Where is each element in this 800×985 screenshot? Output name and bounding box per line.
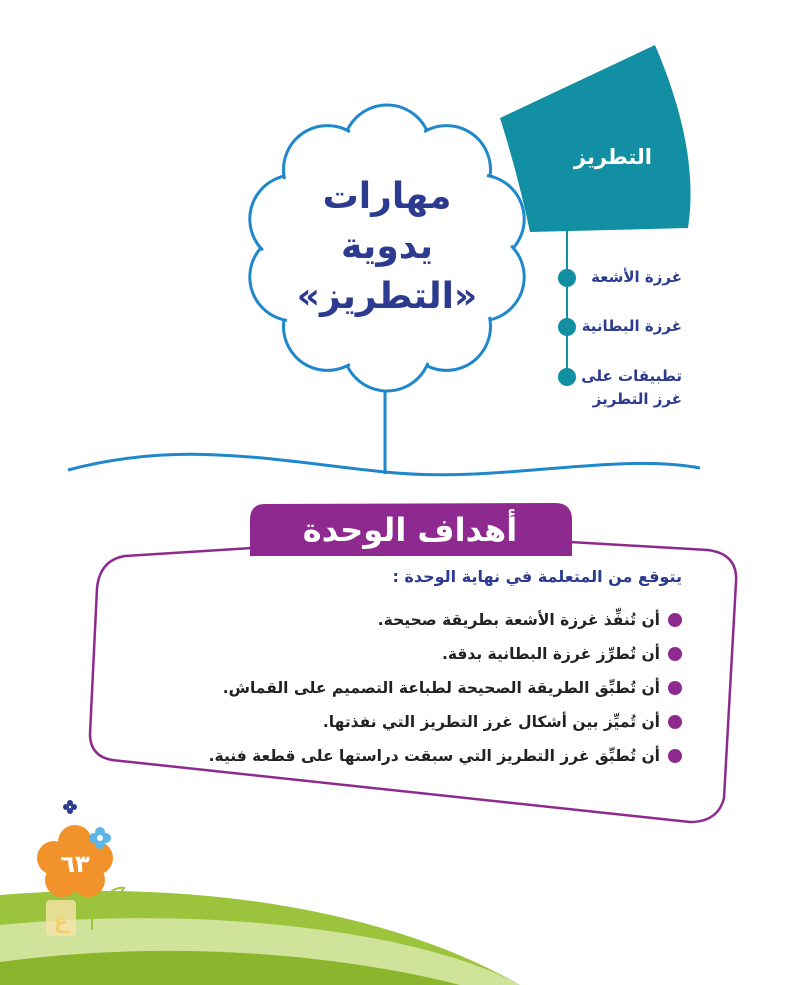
- objective-item: [82, 739, 682, 773]
- unit-title: [262, 172, 512, 322]
- unit-title-line: «التطريز»: [296, 276, 478, 317]
- page-number: ٦٣: [60, 850, 90, 878]
- topic-item-label: غرز التطريز: [592, 390, 682, 408]
- objective-text: أن تُطرِّز غرزة البطانية بدقة.: [441, 645, 660, 663]
- topic-item: [582, 315, 682, 338]
- objectives-header: أهداف الوحدة: [302, 511, 518, 549]
- objective-text: أن تُنفِّذ غرزة الأشعة بطريقة صحيحة.: [377, 611, 660, 629]
- topic-bullet: [558, 269, 576, 287]
- unit-title-line: مهارات: [322, 176, 452, 217]
- bullet-icon: [668, 647, 682, 661]
- objective-item: [82, 603, 682, 637]
- objective-text: أن تُطبِّق الطريقة الصحيحة لطباعة التصميم على القماش.: [222, 679, 660, 697]
- bullet-icon: [668, 613, 682, 627]
- topic-item: [581, 365, 682, 411]
- topic-item: [591, 266, 682, 289]
- topic-item-label: تطبيقات على: [581, 367, 682, 385]
- bullet-icon: [668, 749, 682, 763]
- unit-title-line: يدوية: [340, 226, 434, 267]
- bullet-icon: [668, 681, 682, 695]
- watermark-logo-glyph: ع: [53, 909, 69, 934]
- topic-item-label: غرزة البطانية: [581, 317, 682, 335]
- objectives-list: [82, 603, 682, 773]
- topic-fan-shape: [500, 45, 691, 232]
- topic-item-label: غرزة الأشعة: [591, 268, 682, 286]
- topic-bullet: [558, 368, 576, 386]
- objective-item: [82, 671, 682, 705]
- objective-item: [82, 705, 682, 739]
- tiny-flower-icon: [63, 800, 77, 814]
- bullet-icon: [668, 715, 682, 729]
- objectives-intro: يتوقع من المتعلمة في نهاية الوحدة :: [392, 567, 682, 586]
- objective-item: [82, 637, 682, 671]
- topic-bullet: [558, 318, 576, 336]
- topic-heading: التطريز: [573, 145, 652, 169]
- objective-text: أن تُطبِّق غرز التطريز التي سبقت دراستها على قطعة فنية.: [208, 747, 660, 765]
- objective-text: أن تُميِّز بين أشكال غرز التطريز التي نفذتها.: [322, 713, 660, 731]
